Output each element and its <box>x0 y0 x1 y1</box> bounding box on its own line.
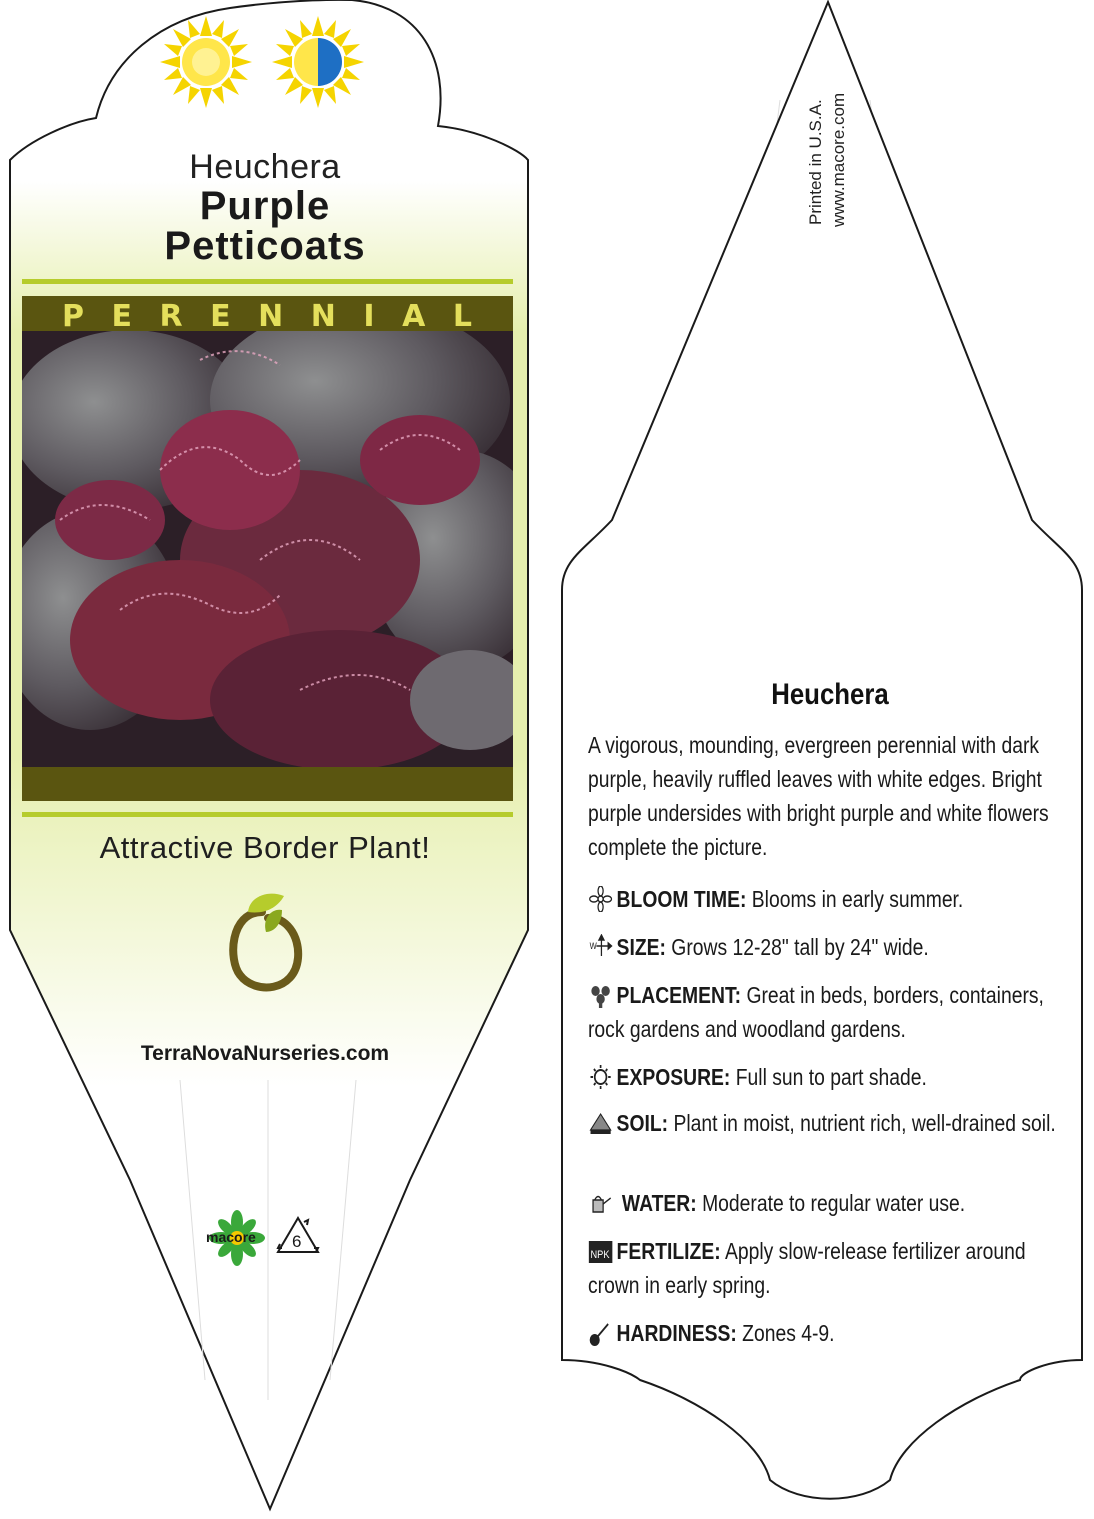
sun-icon <box>588 1064 613 1090</box>
size-label: SIZE: <box>616 934 666 960</box>
svg-text:W: W <box>589 940 597 952</box>
part-shade-icon <box>272 16 364 108</box>
plant-cultivar <box>20 186 510 266</box>
watering-can-icon <box>588 1190 613 1216</box>
care-item-exposure <box>588 1060 1075 1094</box>
printed-in-label: Printed in U.S.A. <box>806 99 825 225</box>
category-letter: R <box>159 298 183 334</box>
category-letter: E <box>111 298 133 334</box>
plant-description: A vigorous, mounding, evergreen perennial with dark purple, heavily ruffled leaves with white edges. Bright purple undersides with bright purple and white flowers complete the picture. <box>588 732 1049 860</box>
flower-icon <box>588 886 613 912</box>
size-arrows-icon <box>588 934 613 960</box>
care-item-soil <box>588 1106 1075 1140</box>
category-letter: L <box>452 298 472 334</box>
recycle-code: 6 <box>292 1232 302 1251</box>
water-label: WATER: <box>621 1190 697 1216</box>
soil-icon <box>588 1110 613 1136</box>
category-letter: N <box>258 298 284 334</box>
cultivar-line-1: Purple <box>199 184 331 228</box>
soil-text: Plant in moist, nutrient rich, well-drained soil. <box>673 1110 1056 1136</box>
category-letter: E <box>210 298 231 334</box>
care-item-size <box>588 930 1075 964</box>
printer-website: www.macore.com <box>829 92 848 227</box>
full-sun-icon <box>160 16 252 108</box>
category-label <box>22 296 512 336</box>
category-letter: N <box>310 298 336 334</box>
placement-text: Great in beds, borders, containers, rock gardens and woodland gardens. <box>588 982 1044 1042</box>
back-title: Heuchera <box>771 678 889 711</box>
category-letter: P <box>62 298 84 334</box>
care-item-fertilize <box>588 1234 1075 1302</box>
category-letter: I <box>363 298 375 334</box>
fertilize-text: Apply slow-release fertilizer around crown in early spring. <box>588 1238 1026 1298</box>
cultivar-line-2: Petticoats <box>164 224 366 268</box>
plant-genus: Heuchera <box>189 148 341 186</box>
size-text: Grows 12-28" tall by 24" wide. <box>671 934 929 960</box>
care-item-hardiness <box>588 1316 1075 1350</box>
bloom-time-text: Blooms in early summer. <box>751 886 964 912</box>
exposure-label: EXPOSURE: <box>616 1064 731 1090</box>
placement-label: PLACEMENT: <box>616 982 742 1008</box>
plants-icon <box>588 982 613 1008</box>
tagline: Attractive Border Plant! <box>99 830 431 865</box>
nursery-website: TerraNovaNurseries.com <box>140 1042 390 1065</box>
fertilize-label: FERTILIZE: <box>616 1238 721 1264</box>
npk-icon <box>588 1238 613 1264</box>
exposure-text: Full sun to part shade. <box>735 1064 927 1090</box>
water-text: Moderate to regular water use. <box>702 1190 966 1216</box>
hardiness-label: HARDINESS: <box>616 1320 737 1346</box>
thermometer-icon <box>588 1320 613 1346</box>
care-item-placement <box>588 978 1075 1046</box>
soil-label: SOIL: <box>616 1110 669 1136</box>
category-letter: A <box>402 298 426 334</box>
npk-text: NPK <box>590 1249 610 1262</box>
bloom-time-label: BLOOM TIME: <box>616 886 747 912</box>
macore-logo-text: macore <box>206 1229 256 1245</box>
care-item-bloom-time <box>588 882 1075 916</box>
plant-photo <box>0 305 550 770</box>
care-item-water <box>588 1186 1075 1220</box>
hardiness-text: Zones 4-9. <box>742 1320 835 1346</box>
